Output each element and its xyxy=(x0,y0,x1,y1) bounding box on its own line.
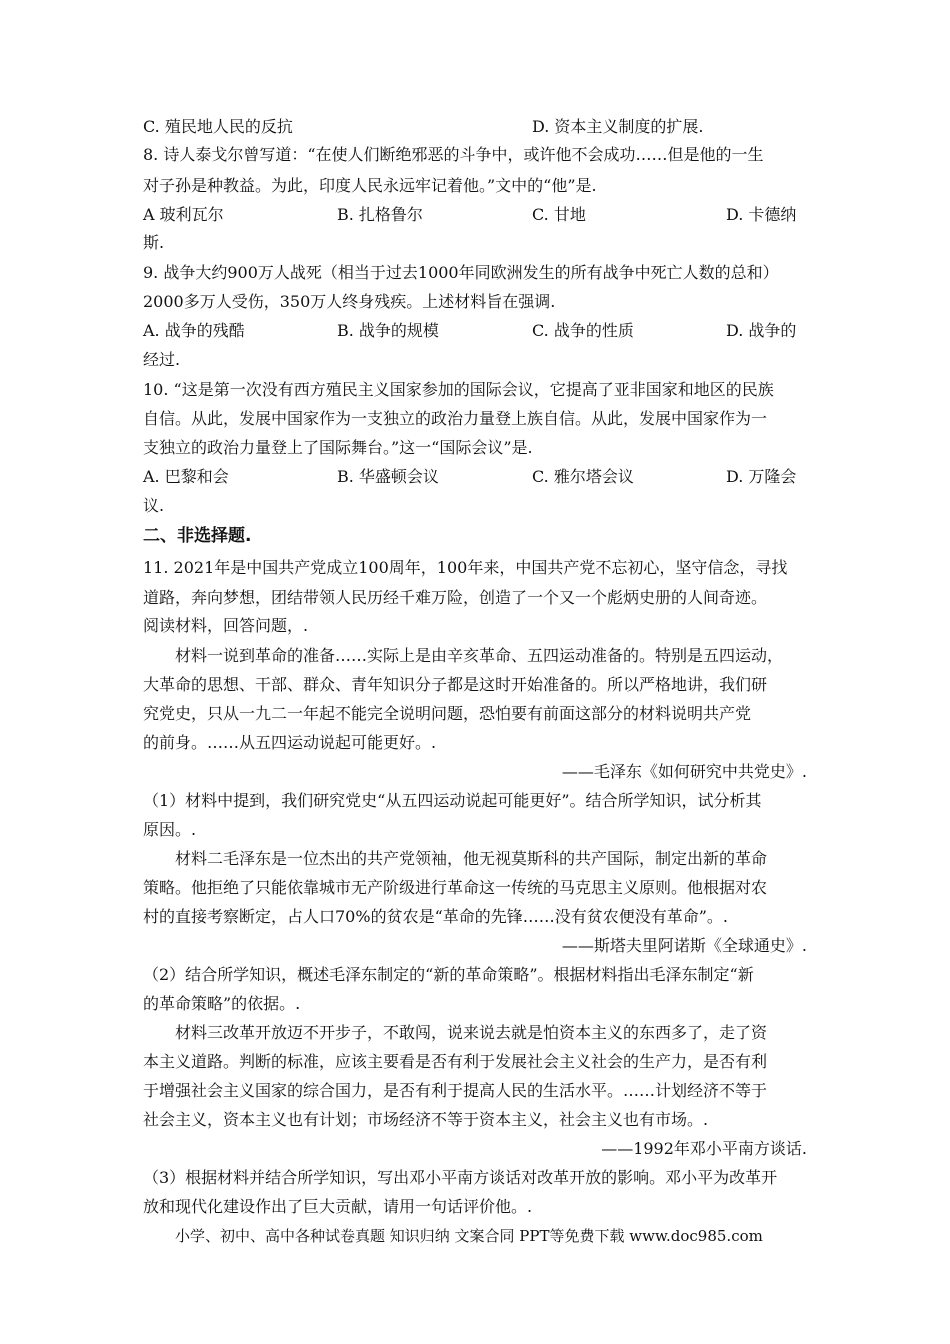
q9-option-c: C. 战争的性质 xyxy=(532,321,634,340)
q8-option-a: A 玻利瓦尔 xyxy=(143,205,224,224)
q9-stem-line-2: 2000多万人受伤，350万人终身残疾。上述材料旨在强调. xyxy=(143,292,556,311)
q10-option-a: A. 巴黎和会 xyxy=(143,467,229,486)
q9-option-d: D. 战争的 xyxy=(726,321,797,340)
q10-stem-line-2: 自信。从此，发展中国家作为一支独立的政治力量登上族自信。从此，发展中国家作为一 xyxy=(143,409,768,428)
q8-option-wrap: 斯. xyxy=(143,233,165,252)
material-3-line-1: 材料三改革开放迈不开步子，不敢闯，说来说去就是怕资本主义的东西多了，走了资 xyxy=(175,1023,768,1042)
section-heading: 二、非选择题. xyxy=(143,526,252,546)
q9-option-b: B. 战争的规模 xyxy=(337,321,439,340)
subquestion-3-line-1: （3）根据材料并结合所学知识，写出邓小平南方谈话对改革开放的影响。邓小平为改革开 xyxy=(143,1168,778,1187)
material-1-line-4: 的前身。……从五四运动说起可能更好。. xyxy=(143,733,437,752)
q10-option-c: C. 雅尔塔会议 xyxy=(532,467,634,486)
q8-stem-line-2: 对子孙是种教益。为此，印度人民永远牢记着他。”文中的“他”是. xyxy=(143,176,597,195)
q8-option-d: D. 卡德纳 xyxy=(726,205,797,224)
subquestion-3-line-2: 放和现代化建设作出了巨大贡献，请用一句话评价他。. xyxy=(143,1197,533,1216)
q9-option-a: A. 战争的残酷 xyxy=(143,321,245,340)
q9-stem-line-1: 9. 战争大约900万人战死（相当于过去1000年同欧洲发生的所有战争中死亡人数的总和） xyxy=(143,263,779,282)
material-3-line-3: 于增强社会主义国家的综合国力，是否有利于提高人民的生活水平。……计划经济不等于 xyxy=(143,1081,768,1100)
material-2-line-1: 材料二毛泽东是一位杰出的共产党领袖，他无视莫斯科的共产国际，制定出新的革命 xyxy=(175,849,768,868)
q7-option-c: C. 殖民地人民的反抗 xyxy=(143,117,293,136)
material-1-line-3: 究党史，只从一九二一年起不能完全说明问题，恐怕要有前面这部分的材料说明共产党 xyxy=(143,704,752,723)
q8-option-b: B. 扎格鲁尔 xyxy=(337,205,423,224)
subquestion-1-line-2: 原因。. xyxy=(143,820,197,839)
material-1-source: ——毛泽东《如何研究中共党史》. xyxy=(561,762,807,781)
q7-option-d: D. 资本主义制度的扩展. xyxy=(532,117,704,136)
material-3-source: ——1992年邓小平南方谈话. xyxy=(601,1139,807,1158)
footer-download-notice: 小学、初中、高中各种试卷真题 知识归纳 文案合同 PPT等免费下载 www.doc985.com xyxy=(175,1227,763,1245)
q11-intro-line-1: 11. 2021年是中国共产党成立100周年，100年来，中国共产党不忘初心，坚守信念，寻找 xyxy=(143,558,788,577)
subquestion-1-line-1: （1）材料中提到，我们研究党史“从五四运动说起可能更好”。结合所学知识，试分析其 xyxy=(143,791,762,810)
q10-stem-line-1: 10. “这是第一次没有西方殖民主义国家参加的国际会议，它提高了亚非国家和地区的民族 xyxy=(143,380,774,399)
q10-option-wrap: 议. xyxy=(143,496,165,515)
q11-intro-line-3: 阅读材料，回答问题，. xyxy=(143,616,309,635)
material-3-line-4: 社会主义，资本主义也有计划；市场经济不等于资本主义，社会主义也有市场。. xyxy=(143,1110,709,1129)
q8-stem-line-1: 8. 诗人泰戈尔曾写道：“在使人们断绝邪恶的斗争中，或许他不会成功……但是他的一生 xyxy=(143,145,764,164)
subquestion-2-line-1: （2）结合所学知识，概述毛泽东制定的“新的革命策略”。根据材料指出毛泽东制定“新 xyxy=(143,965,754,984)
material-2-line-2: 策略。他拒绝了只能依靠城市无产阶级进行革命这一传统的马克思主义原则。他根据对农 xyxy=(143,878,768,897)
material-2-source: ——斯塔夫里阿诺斯《全球通史》. xyxy=(561,936,807,955)
q8-option-c: C. 甘地 xyxy=(532,205,586,224)
q10-option-b: B. 华盛顿会议 xyxy=(337,467,439,486)
material-2-line-3: 村的直接考察断定，占人口70%的贫农是“革命的先锋……没有贫农便没有革命”。. xyxy=(143,907,729,926)
material-1-line-2: 大革命的思想、干部、群众、青年知识分子都是这时开始准备的。所以严格地讲，我们研 xyxy=(143,675,768,694)
q9-option-wrap: 经过. xyxy=(143,350,181,369)
q10-stem-line-3: 支独立的政治力量登上了国际舞台。”这一“国际会议”是. xyxy=(143,438,533,457)
material-3-line-2: 本主义道路。判断的标准，应该主要看是否有利于发展社会主义社会的生产力，是否有利 xyxy=(143,1052,768,1071)
q11-intro-line-2: 道路，奔向梦想，团结带领人民历经千难万险，创造了一个又一个彪炳史册的人间奇迹。 xyxy=(143,588,768,607)
material-1-line-1: 材料一说到革命的准备……实际上是由辛亥革命、五四运动准备的。特别是五四运动， xyxy=(175,646,784,665)
q10-option-d: D. 万隆会 xyxy=(726,467,797,486)
subquestion-2-line-2: 的革命策略”的依据。. xyxy=(143,994,301,1013)
